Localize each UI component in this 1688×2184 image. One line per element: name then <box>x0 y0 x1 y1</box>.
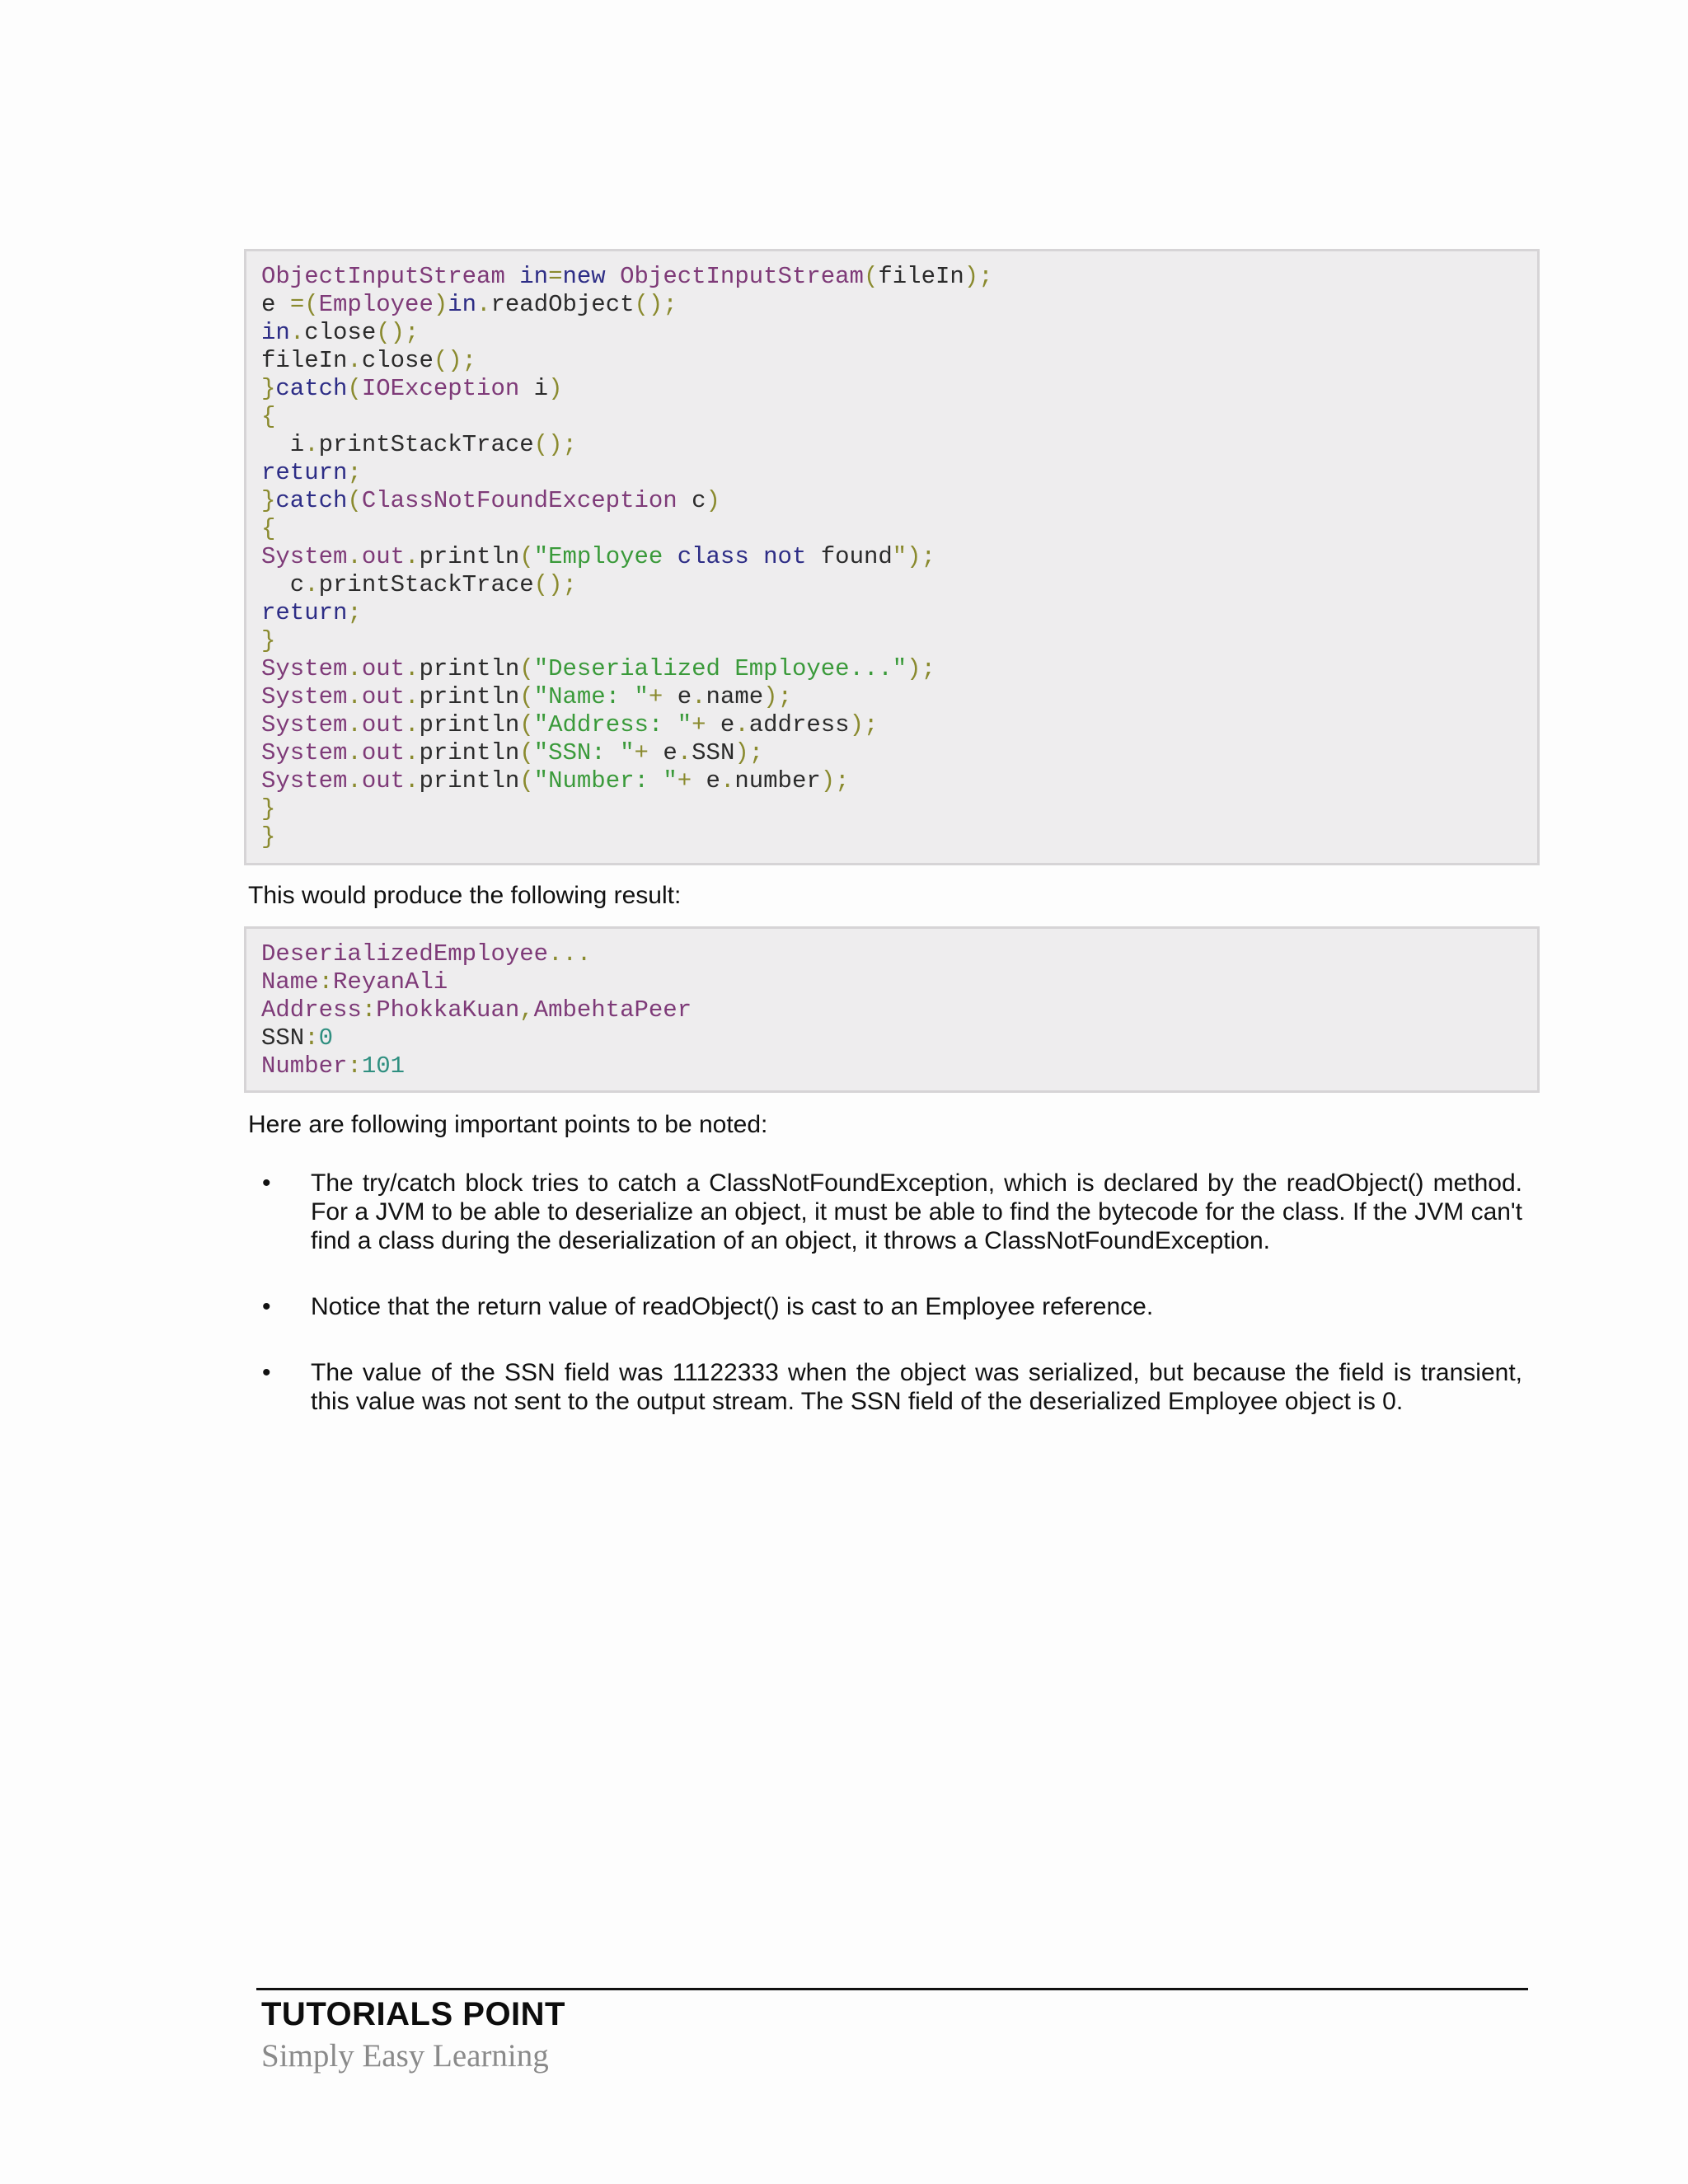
code-line <box>261 739 1522 767</box>
code-token: (); <box>433 347 477 374</box>
code-token: out <box>361 767 406 794</box>
code-token: } <box>261 375 276 402</box>
code-token: : <box>361 996 377 1024</box>
code-token: + <box>648 683 663 710</box>
code-token: ( <box>347 487 362 514</box>
code-token: out <box>361 739 406 766</box>
code-token: } <box>261 823 276 851</box>
code-token: =( <box>289 291 319 318</box>
code-token: printStackTrace <box>318 431 534 458</box>
code-token: , <box>519 996 534 1024</box>
bullet-icon: • <box>262 1293 271 1320</box>
code-token: ... <box>548 940 592 968</box>
code-token: DeserializedEmployee <box>261 940 549 968</box>
code-token: ); <box>849 711 879 738</box>
code-token: ; <box>347 599 362 626</box>
bullet-icon: • <box>262 1169 271 1197</box>
code-line <box>261 515 1522 543</box>
code-token: Name <box>261 968 319 996</box>
code-token: . <box>405 543 420 570</box>
code-token: println <box>419 711 520 738</box>
code-line <box>261 968 1522 996</box>
code-token: catch <box>275 487 348 514</box>
code-token: ); <box>763 683 792 710</box>
code-token: not <box>763 543 807 570</box>
result-intro-text: This would produce the following result: <box>248 882 682 909</box>
code-token: ); <box>964 263 993 290</box>
code-line <box>261 543 1522 571</box>
code-line <box>261 403 1522 431</box>
code-token: close <box>304 319 377 346</box>
code-token: number <box>734 767 821 794</box>
code-token: . <box>347 767 362 794</box>
code-token: e <box>692 767 720 794</box>
code-line <box>261 627 1522 655</box>
bullet-text: Notice that the return value of readObject() is cast to an Employee reference. <box>311 1293 1154 1320</box>
code-token: : <box>318 968 334 996</box>
code-token: . <box>347 655 362 682</box>
code-token: printStackTrace <box>318 571 534 598</box>
code-token: ); <box>907 655 935 682</box>
code-token: address <box>748 711 850 738</box>
code-token: found <box>806 543 893 570</box>
code-token: . <box>734 711 749 738</box>
bullet-icon: • <box>262 1359 271 1386</box>
code-line <box>261 996 1522 1024</box>
code-block-output <box>244 926 1540 1093</box>
code-token: ( <box>347 375 362 402</box>
code-token: ( <box>519 739 534 766</box>
code-line <box>261 711 1522 739</box>
code-token: println <box>419 655 520 682</box>
code-token: Number <box>261 1052 348 1080</box>
code-line <box>261 795 1522 823</box>
code-token: i <box>519 375 549 402</box>
code-token: = <box>548 263 563 290</box>
footer-tagline: Simply Easy Learning <box>261 2038 549 2074</box>
code-token: out <box>361 655 406 682</box>
code-token: IOException <box>361 375 520 402</box>
code-token: in <box>261 319 290 346</box>
code-token: "Address: " <box>533 711 692 738</box>
code-block-source <box>244 249 1540 865</box>
code-token: in <box>448 291 477 318</box>
code-token: ) <box>706 487 720 514</box>
code-token: catch <box>275 375 348 402</box>
code-token: . <box>692 683 706 710</box>
code-token: SSN <box>692 739 735 766</box>
code-token: : <box>304 1024 319 1052</box>
code-token: . <box>405 683 420 710</box>
code-line <box>261 823 1522 851</box>
code-token: ( <box>519 767 534 794</box>
code-token: println <box>419 683 520 710</box>
code-token <box>606 263 620 290</box>
code-token: . <box>347 711 362 738</box>
code-token: i <box>261 431 305 458</box>
code-token: (); <box>533 571 577 598</box>
code-token: return <box>261 459 348 486</box>
code-token: e <box>663 683 692 710</box>
code-token: ( <box>519 543 534 570</box>
code-line <box>261 599 1522 627</box>
code-token: println <box>419 543 520 570</box>
code-token: AmbehtaPeer <box>533 996 692 1024</box>
code-token: "SSN: " <box>533 739 635 766</box>
code-token: new <box>562 263 606 290</box>
code-token: 101 <box>361 1052 406 1080</box>
code-token: println <box>419 767 520 794</box>
code-token: } <box>261 795 276 823</box>
code-token: println <box>419 739 520 766</box>
code-token: . <box>405 739 420 766</box>
code-token: (); <box>533 431 577 458</box>
code-token: . <box>347 347 362 374</box>
code-token: Address <box>261 996 362 1024</box>
code-token: . <box>677 739 692 766</box>
code-line <box>261 459 1522 487</box>
code-token: ) <box>433 291 448 318</box>
code-token: out <box>361 711 406 738</box>
code-token: ClassNotFoundException <box>361 487 678 514</box>
code-token: . <box>476 291 491 318</box>
code-token: close <box>361 347 434 374</box>
code-line <box>261 1024 1522 1052</box>
code-token: out <box>361 683 406 710</box>
bullet-text: The value of the SSN field was 11122333 when the object was serialized, but because the field is transient, this value was not sent to the output stream. The SSN field of the deserialized Employee object is 0. <box>311 1359 1522 1415</box>
code-token: System <box>261 655 348 682</box>
code-token: fileIn <box>878 263 964 290</box>
code-line <box>261 375 1522 403</box>
code-token: System <box>261 683 348 710</box>
bullet-text: The try/catch block tries to catch a ClassNotFoundException, which is declared by the readObject() method. For a JVM to be able to deserialize an object, it must be able to find the bytecode for the class. If the JVM can't find a class during the deserialization of an object, it throws a ClassNotFoundException. <box>311 1169 1522 1254</box>
code-token: ( <box>519 683 534 710</box>
code-token: 0 <box>318 1024 334 1052</box>
code-token: in <box>519 263 549 290</box>
code-line <box>261 263 1522 291</box>
code-token: . <box>347 543 362 570</box>
code-token: e <box>648 739 678 766</box>
code-token: { <box>261 403 276 430</box>
code-token: + <box>677 767 692 794</box>
code-token: readObject <box>490 291 635 318</box>
code-line <box>261 347 1522 375</box>
code-token: . <box>405 655 420 682</box>
code-token: (); <box>634 291 678 318</box>
code-token: name <box>706 683 764 710</box>
code-token: ObjectInputStream <box>261 263 505 290</box>
code-token: ( <box>519 655 534 682</box>
code-line <box>261 319 1522 347</box>
code-token: c <box>261 571 305 598</box>
code-token <box>749 543 763 570</box>
code-token: ); <box>820 767 850 794</box>
code-token: ); <box>734 739 764 766</box>
footer-brand-title: TUTORIALS POINT <box>261 1996 565 2032</box>
code-token: "Name: " <box>533 683 649 710</box>
code-token: . <box>405 767 420 794</box>
code-token: SSN <box>261 1024 305 1052</box>
code-token: ( <box>863 263 879 290</box>
code-line <box>261 487 1522 515</box>
code-token <box>505 263 519 290</box>
footer-divider <box>256 1988 1528 1990</box>
code-line <box>261 1052 1522 1080</box>
code-token: class <box>677 543 749 570</box>
code-token: System <box>261 739 348 766</box>
code-token: System <box>261 543 348 570</box>
code-line <box>261 291 1522 319</box>
code-token: ) <box>548 375 563 402</box>
code-token: PhokkaKuan <box>376 996 520 1024</box>
code-token: } <box>261 627 276 654</box>
code-token: System <box>261 767 348 794</box>
code-token: return <box>261 599 348 626</box>
code-line <box>261 431 1522 459</box>
code-token: . <box>347 683 362 710</box>
code-token: ; <box>347 459 362 486</box>
code-token: ObjectInputStream <box>620 263 864 290</box>
code-token: . <box>720 767 735 794</box>
code-token: { <box>261 515 276 542</box>
code-token: . <box>289 319 305 346</box>
code-token: e <box>261 291 290 318</box>
code-token: . <box>304 571 319 598</box>
code-token: fileIn <box>261 347 348 374</box>
code-token: : <box>347 1052 362 1080</box>
code-token: + <box>634 739 649 766</box>
code-line <box>261 940 1522 968</box>
code-line <box>261 655 1522 683</box>
code-line <box>261 571 1522 599</box>
code-token: ( <box>519 711 534 738</box>
code-token: out <box>361 543 406 570</box>
code-token: c <box>677 487 706 514</box>
code-token: + <box>692 711 706 738</box>
code-token: ReyanAli <box>333 968 448 996</box>
code-token: "Employee <box>533 543 678 570</box>
code-line <box>261 683 1522 711</box>
code-token: "); <box>892 543 935 570</box>
code-token: . <box>347 739 362 766</box>
code-line <box>261 767 1522 795</box>
code-token: (); <box>376 319 420 346</box>
code-token: System <box>261 711 348 738</box>
code-token: } <box>261 487 276 514</box>
code-token: "Number: " <box>533 767 678 794</box>
code-token: "Deserialized Employee..." <box>533 655 907 682</box>
code-token: e <box>706 711 735 738</box>
code-token: . <box>405 711 420 738</box>
code-token: . <box>304 431 319 458</box>
code-token: Employee <box>318 291 434 318</box>
points-intro-text: Here are following important points to be noted: <box>248 1111 768 1138</box>
